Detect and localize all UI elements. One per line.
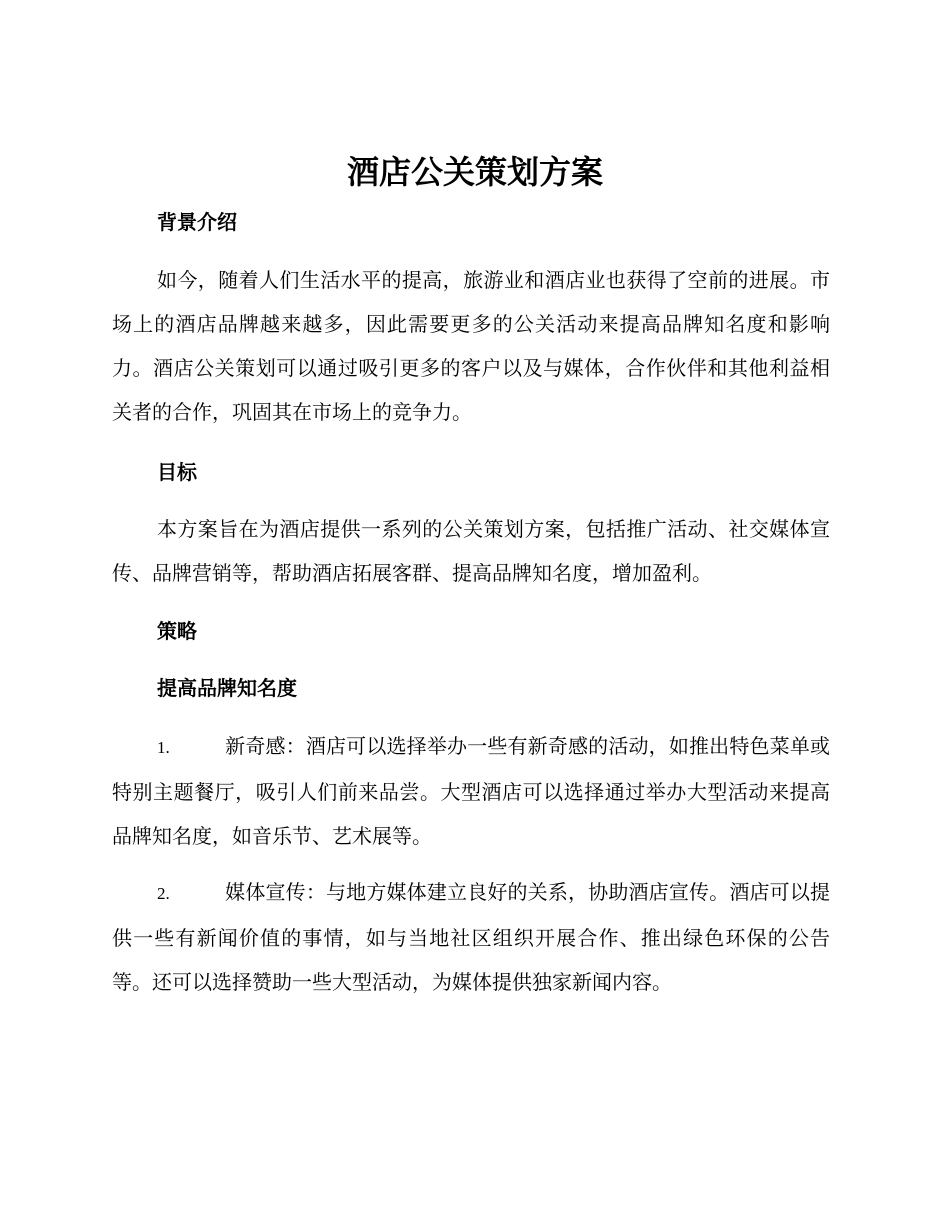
document-title: 酒店公关策划方案: [346, 153, 603, 191]
list-item-number: 2.: [157, 884, 170, 903]
section-heading-brand-awareness: 提高品牌知名度: [157, 676, 297, 700]
paragraph-background: 如今，随着人们生活水平的提高，旅游业和酒店业也获得了空前的进展。市场上的酒店品牌越来越多，因此需要更多的公关活动来提高品牌知名度和影响力。酒店公关策划可以通过吸引更多的客户以及与媒体，合作伙伴和其他利益相关者的合作，巩固其在市场上的竞争力。: [112, 268, 830, 424]
section-heading-goal: 目标: [157, 460, 197, 484]
list-item-text: 媒体宣传：与地方媒体建立良好的关系，协助酒店宣传。酒店可以提供一些有新闻价值的事情，如与当地社区组织开展合作、推出绿色环保的公告等。还可以选择赞助一些大型活动，为媒体提供独家新闻内容。: [112, 880, 830, 994]
list-item-1: [112, 724, 830, 858]
section-heading-background: 背景介绍: [157, 210, 237, 234]
paragraph-goal: 本方案旨在为酒店提供一系列的公关策划方案，包括推广活动、社交媒体宣传、品牌营销等，帮助酒店拓展客群、提高品牌知名度，增加盈利。: [112, 517, 830, 585]
list-item-2: [112, 870, 830, 1004]
list-item-number: 1.: [157, 738, 170, 757]
section-heading-strategy: 策略: [157, 619, 197, 643]
list-item-text: 新奇感：酒店可以选择举办一些有新奇感的活动，如推出特色菜单或特别主题餐厅，吸引人们前来品尝。大型酒店可以选择通过举办大型活动来提高品牌知名度，如音乐节、艺术展等。: [112, 734, 830, 848]
